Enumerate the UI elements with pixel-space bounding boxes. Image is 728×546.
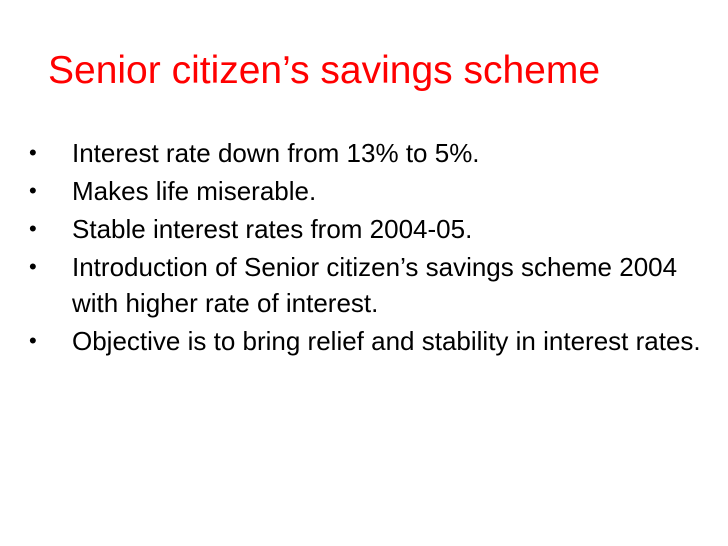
bullet-list bbox=[26, 135, 706, 361]
bullet-text: Introduction of Senior citizen’s savings scheme 2004 with higher rate of interest. bbox=[72, 252, 678, 318]
bullet-icon: • bbox=[29, 140, 37, 165]
bullet-text: Interest rate down from 13% to 5%. bbox=[72, 138, 480, 168]
bullet-item bbox=[26, 173, 706, 209]
bullet-icon: • bbox=[29, 178, 37, 203]
bullet-icon: • bbox=[29, 254, 37, 279]
bullet-text: Objective is to bring relief and stability in interest rates. bbox=[72, 326, 701, 356]
bullet-item bbox=[26, 323, 706, 359]
bullet-icon: • bbox=[29, 328, 37, 353]
bullet-text: Makes life miserable. bbox=[72, 176, 317, 206]
slide-title: Senior citizen’s savings scheme bbox=[48, 49, 601, 92]
bullet-item bbox=[26, 211, 706, 247]
bullet-text: Stable interest rates from 2004-05. bbox=[72, 214, 473, 244]
bullet-icon: • bbox=[29, 216, 37, 241]
bullet-item bbox=[26, 249, 706, 321]
bullet-item bbox=[26, 135, 706, 171]
